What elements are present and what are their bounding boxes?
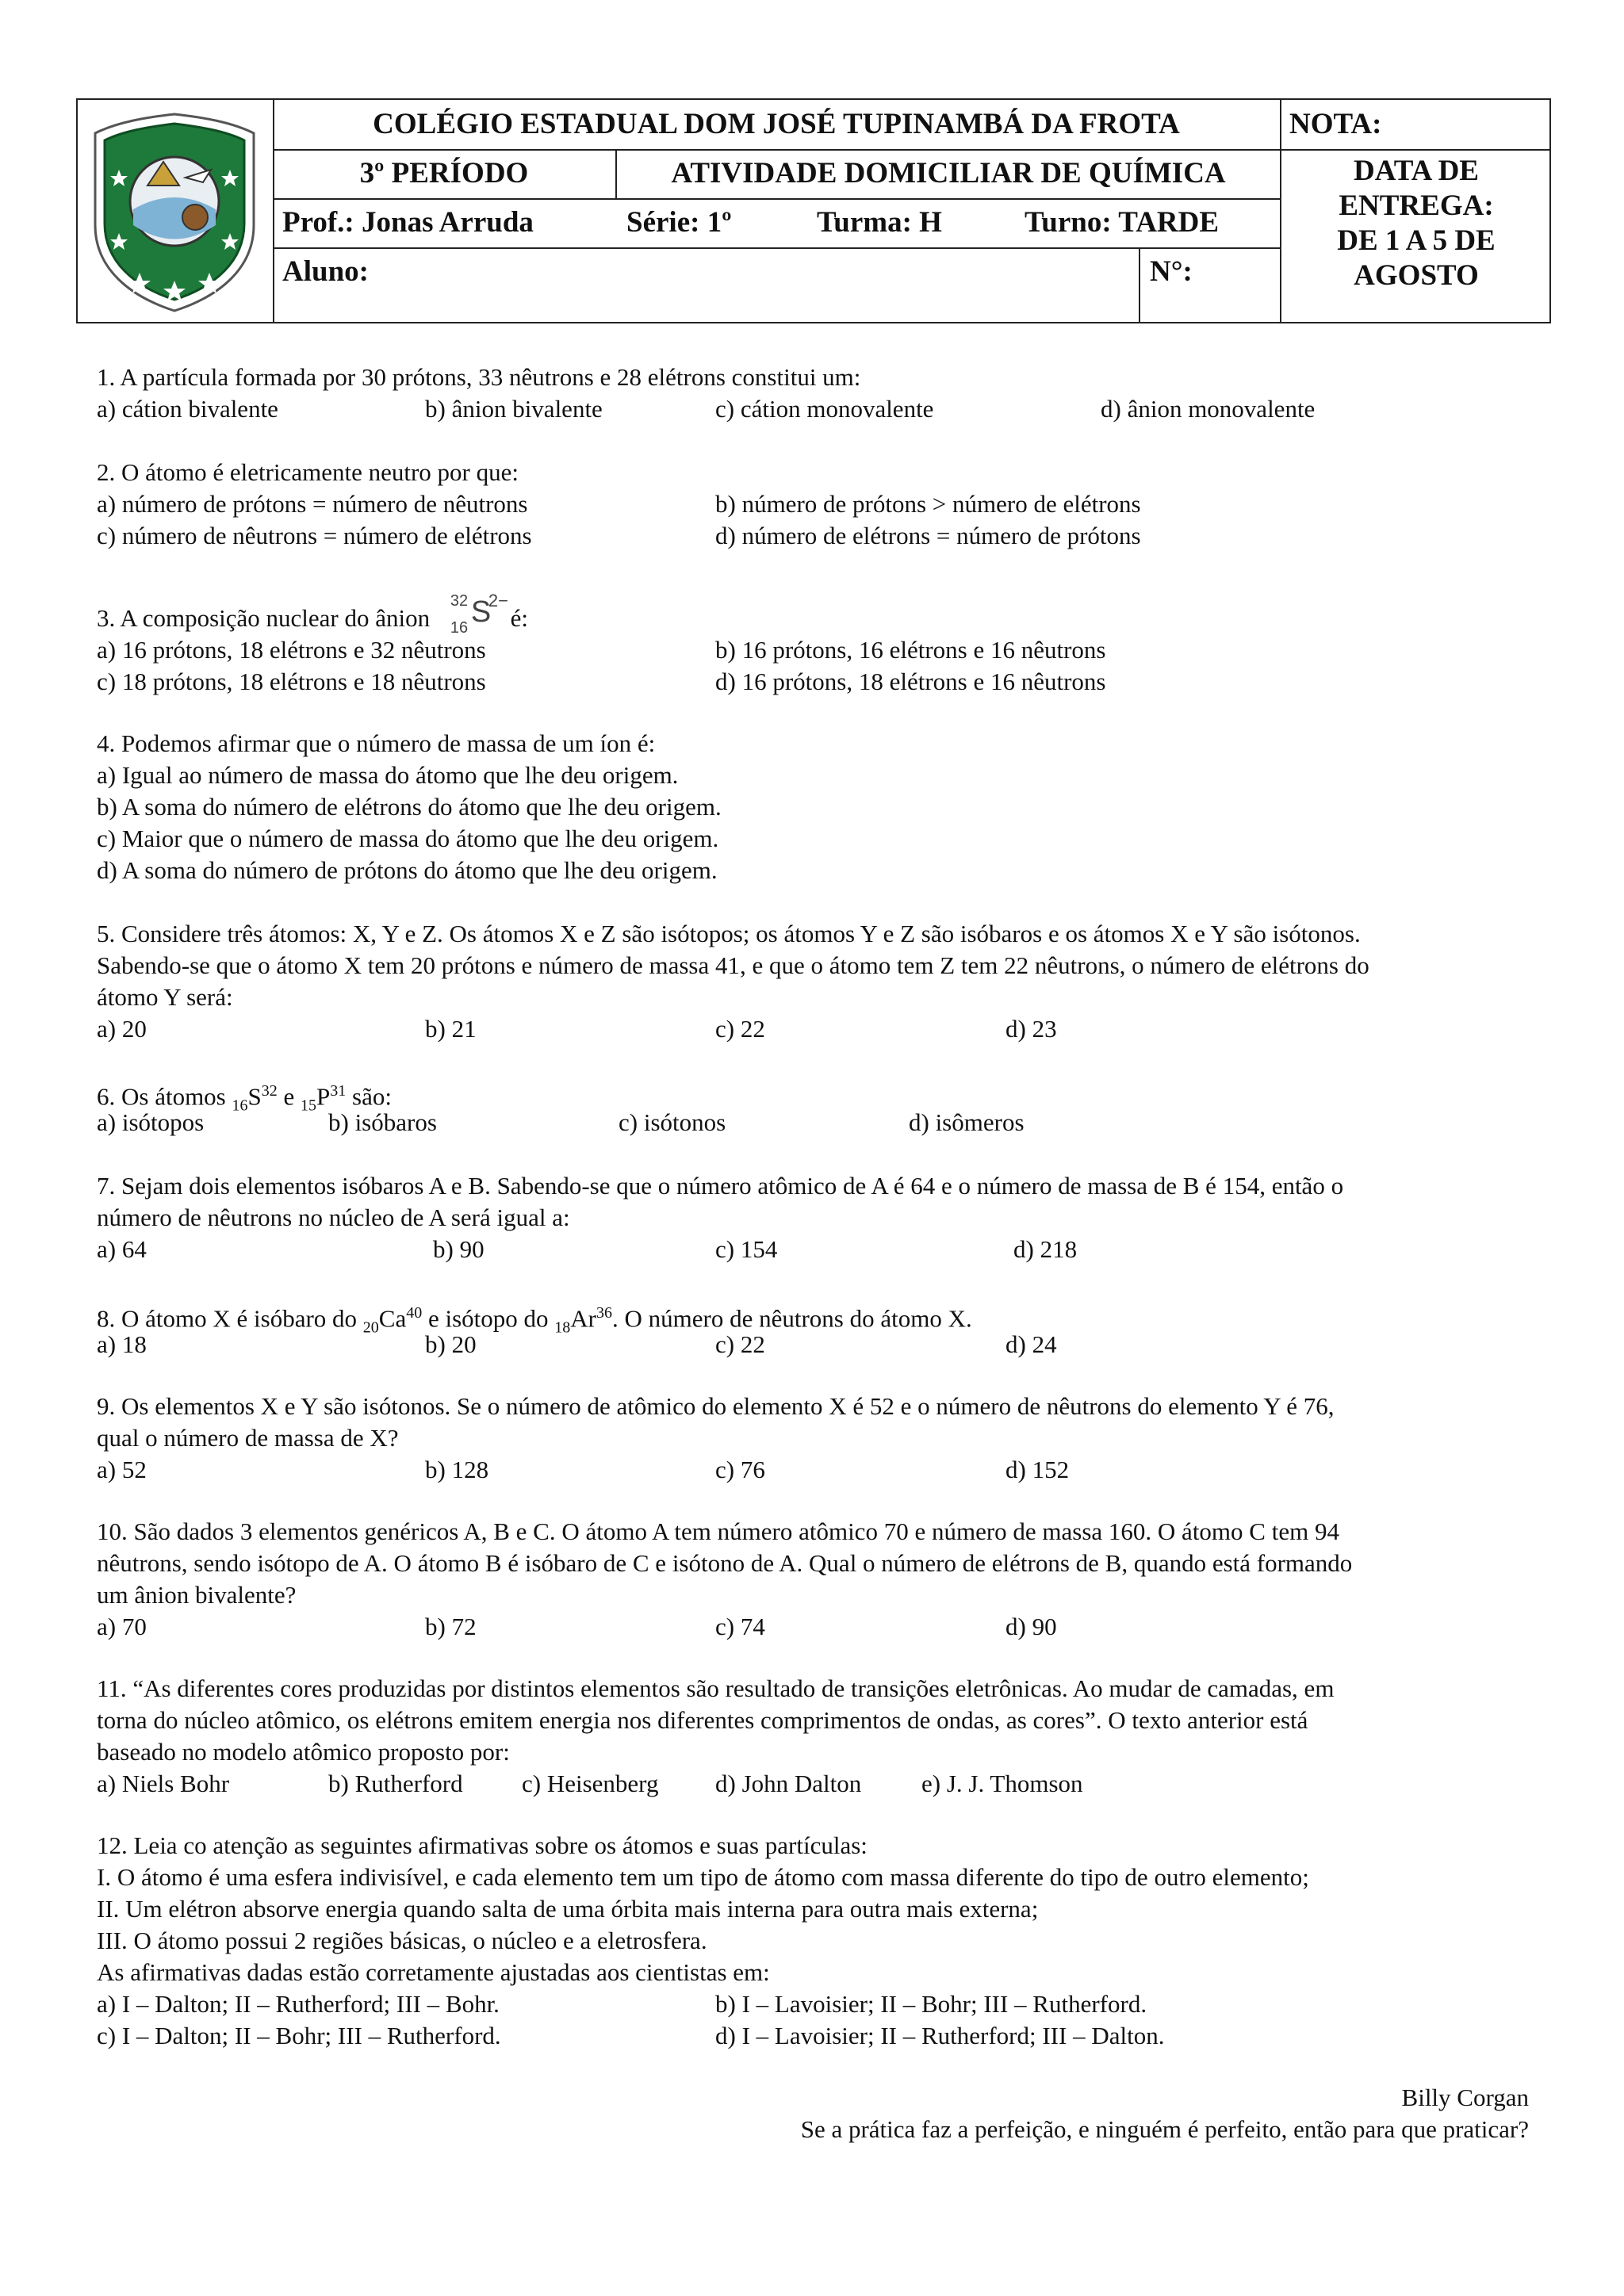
- numero-label: N°:: [1150, 255, 1193, 288]
- q2-option-d[interactable]: d) número de elétrons = número de prótons: [715, 522, 1141, 549]
- q8-ar-mass: 36: [596, 1304, 612, 1322]
- q6-option-d[interactable]: d) isômeros: [909, 1108, 1025, 1136]
- q7-option-c[interactable]: c) 154: [715, 1235, 778, 1263]
- q8-ar-symbol: Ar: [570, 1304, 596, 1333]
- q8-option-b[interactable]: b) 20: [425, 1330, 477, 1358]
- q3-element-symbol: S: [470, 595, 492, 629]
- q9-option-c[interactable]: c) 76: [715, 1456, 765, 1483]
- question-1-text: 1. A partícula formada por 30 prótons, 33 nêutrons e 28 elétrons constitui um:: [97, 363, 861, 391]
- q6-text-part: e: [277, 1082, 301, 1111]
- question-3-text: [97, 591, 528, 637]
- q3-option-d[interactable]: d) 16 prótons, 18 elétrons e 16 nêutrons: [715, 668, 1106, 695]
- q10-option-d[interactable]: d) 90: [1005, 1613, 1057, 1640]
- q8-ar-atomic: 18: [554, 1318, 571, 1337]
- question-2-text: 2. O átomo é eletricamente neutro por que:: [97, 458, 519, 486]
- question-12-line: I. O átomo é uma esfera indivisível, e cada elemento tem um tipo de átomo com massa diferente do tipo de outro elemento;: [97, 1863, 1309, 1891]
- q6-p-symbol: P: [316, 1082, 331, 1111]
- q12-option-a[interactable]: a) I – Dalton; II – Rutherford; III – Bohr.: [97, 1990, 500, 2018]
- q6-option-c[interactable]: c) isótonos: [619, 1108, 726, 1136]
- q8-text-part: 8. O átomo X é isóbaro do: [97, 1304, 363, 1333]
- q11-option-b[interactable]: b) Rutherford: [328, 1770, 463, 1797]
- periodo-label: 3º PERÍODO: [359, 157, 529, 189]
- quote-author: Billy Corgan: [1401, 2084, 1529, 2111]
- q6-s-mass: 32: [261, 1082, 278, 1100]
- q11-option-d[interactable]: d) John Dalton: [715, 1770, 862, 1797]
- question-10-line: 10. São dados 3 elementos genéricos A, B e C. O átomo A tem número atômico 70 e número de massa 160. O átomo C tem 94: [97, 1517, 1339, 1545]
- question-11-line: 11. “As diferentes cores produzidas por distintos elementos são resultado de transições eletrônicas. Ao mudar de camadas, em: [97, 1674, 1335, 1702]
- q8-text-part: . O número de nêutrons do átomo X.: [612, 1304, 972, 1333]
- q11-option-c[interactable]: c) Heisenberg: [522, 1770, 659, 1797]
- q4-option-c[interactable]: c) Maior que o número de massa do átomo que lhe deu origem.: [97, 825, 719, 852]
- nota-label: NOTA:: [1289, 108, 1382, 140]
- school-name: COLÉGIO ESTADUAL DOM JOSÉ TUPINAMBÁ DA FROTA: [373, 108, 1180, 140]
- question-10-line: nêutrons, sendo isótopo de A. O átomo B é isóbaro de C e isótono de A. Qual o número de elétrons de B, quando está formando: [97, 1549, 1353, 1577]
- q8-option-d[interactable]: d) 24: [1005, 1330, 1057, 1358]
- q5-option-b[interactable]: b) 21: [425, 1015, 477, 1043]
- school-crest-logo: [84, 106, 265, 319]
- q2-option-b[interactable]: b) número de prótons > número de elétrons: [715, 490, 1141, 518]
- q8-ca-symbol: Ca: [378, 1304, 407, 1333]
- q10-option-c[interactable]: c) 74: [715, 1613, 765, 1640]
- turno-label: Turno: TARDE: [1025, 206, 1220, 239]
- q3-mass-number: 32: [450, 592, 469, 610]
- data-entrega-line: AGOSTO: [1354, 259, 1479, 292]
- q4-option-a[interactable]: a) Igual ao número de massa do átomo que lhe deu origem.: [97, 761, 679, 789]
- q1-option-b[interactable]: b) ânion bivalente: [425, 395, 603, 423]
- q6-option-a[interactable]: a) isótopos: [97, 1108, 205, 1136]
- q2-option-c[interactable]: c) número de nêutrons = número de elétrons: [97, 522, 532, 549]
- q3-option-a[interactable]: a) 16 prótons, 18 elétrons e 32 nêutrons: [97, 636, 486, 664]
- question-9-line: qual o número de massa de X?: [97, 1424, 399, 1452]
- question-12-line: 12. Leia co atenção as seguintes afirmativas sobre os átomos e suas partículas:: [97, 1831, 868, 1859]
- question-5-line: 5. Considere três átomos: X, Y e Z. Os átomos X e Z são isótopos; os átomos Y e Z são isóbaros e os átomos X e Y são isótonos.: [97, 920, 1361, 947]
- q8-text-part: e isótopo do: [422, 1304, 555, 1333]
- header-table: [76, 98, 1551, 323]
- q1-option-c[interactable]: c) cátion monovalente: [715, 395, 934, 423]
- question-12-line: II. Um elétron absorve energia quando salta de uma órbita mais interna para outra mais externa;: [97, 1895, 1039, 1923]
- data-entrega: [1281, 154, 1551, 293]
- question-11-line: baseado no modelo atômico proposto por:: [97, 1738, 510, 1766]
- aluno-label: Aluno:: [282, 255, 369, 288]
- q3-option-c[interactable]: c) 18 prótons, 18 elétrons e 18 nêutrons: [97, 668, 486, 695]
- q8-ca-atomic: 20: [362, 1318, 379, 1337]
- data-entrega-line: DE 1 A 5 DE: [1337, 224, 1496, 257]
- question-4-text: 4. Podemos afirmar que o número de massa de um íon é:: [97, 729, 656, 757]
- q4-option-d[interactable]: d) A soma do número de prótons do átomo que lhe deu origem.: [97, 856, 718, 884]
- serie-label: Série: 1º: [626, 206, 732, 239]
- q12-option-d[interactable]: d) I – Lavoisier; II – Rutherford; III – Dalton.: [715, 2022, 1165, 2049]
- q6-s-symbol: S: [247, 1082, 262, 1111]
- q8-option-a[interactable]: a) 18: [97, 1330, 147, 1358]
- q3-atomic-number: 16: [450, 619, 469, 637]
- question-9-line: 9. Os elementos X e Y são isótonos. Se o número de atômico do elemento X é 52 e o número de nêutrons do elemento Y é 76,: [97, 1392, 1335, 1420]
- question-7-line: número de nêutrons no núcleo de A será igual a:: [97, 1203, 570, 1231]
- q6-text-part: 6. Os átomos: [97, 1082, 232, 1111]
- quote-text: Se a prática faz a perfeição, e ninguém é perfeito, então para que praticar?: [800, 2115, 1529, 2143]
- q6-s-atomic: 16: [232, 1096, 248, 1115]
- q8-option-c[interactable]: c) 22: [715, 1330, 765, 1358]
- question-10-line: um ânion bivalente?: [97, 1581, 297, 1609]
- q4-option-b[interactable]: b) A soma do número de elétrons do átomo que lhe deu origem.: [97, 793, 722, 821]
- q12-option-b[interactable]: b) I – Lavoisier; II – Bohr; III – Rutherford.: [715, 1990, 1147, 2018]
- question-12-line: As afirmativas dadas estão corretamente ajustadas aos cientistas em:: [97, 1958, 770, 1986]
- q3-option-b[interactable]: b) 16 prótons, 16 elétrons e 16 nêutrons: [715, 636, 1106, 664]
- q7-option-b[interactable]: b) 90: [433, 1235, 485, 1263]
- q11-option-a[interactable]: a) Niels Bohr: [97, 1770, 230, 1797]
- atividade-label: ATIVIDADE DOMICILIAR DE QUÍMICA: [671, 157, 1226, 189]
- q9-option-b[interactable]: b) 128: [425, 1456, 489, 1483]
- q3-text-after: é:: [510, 604, 528, 632]
- prof-label: Prof.: Jonas Arruda: [282, 206, 534, 239]
- q6-text-part: são:: [346, 1082, 392, 1111]
- q12-option-c[interactable]: c) I – Dalton; II – Bohr; III – Rutherford.: [97, 2022, 501, 2049]
- question-5-line: átomo Y será:: [97, 983, 233, 1011]
- q10-option-b[interactable]: b) 72: [425, 1613, 477, 1640]
- q6-p-atomic: 15: [301, 1096, 317, 1115]
- q3-charge: 2−: [488, 591, 508, 610]
- turma-label: Turma: H: [817, 206, 942, 239]
- q1-option-a[interactable]: a) cátion bivalente: [97, 395, 278, 423]
- q5-option-c[interactable]: c) 22: [715, 1015, 765, 1043]
- q5-option-d[interactable]: d) 23: [1005, 1015, 1057, 1043]
- question-8-text: [97, 1297, 972, 1344]
- q7-option-d[interactable]: d) 218: [1013, 1235, 1078, 1263]
- question-12-line: III. O átomo possui 2 regiões básicas, o núcleo e a eletrosfera.: [97, 1927, 707, 1954]
- q8-ca-mass: 40: [406, 1304, 423, 1322]
- q2-option-a[interactable]: a) número de prótons = número de nêutrons: [97, 490, 528, 518]
- question-5-line: Sabendo-se que o átomo X tem 20 prótons e número de massa 41, e que o átomo tem Z tem 22 nêutrons, o número de elétrons do: [97, 951, 1369, 979]
- data-entrega-line: DATA DE: [1354, 155, 1479, 187]
- q10-option-a[interactable]: a) 70: [97, 1613, 147, 1640]
- q5-option-a[interactable]: a) 20: [97, 1015, 147, 1043]
- q3-nuclide-symbol: [436, 591, 508, 637]
- q11-option-e[interactable]: e) J. J. Thomson: [921, 1770, 1083, 1797]
- data-entrega-line: ENTREGA:: [1339, 189, 1494, 222]
- question-7-line: 7. Sejam dois elementos isóbaros A e B. Sabendo-se que o número atômico de A é 64 e o número de massa de B é 154, então o: [97, 1172, 1344, 1200]
- q9-option-a[interactable]: a) 52: [97, 1456, 147, 1483]
- q1-option-d[interactable]: d) ânion monovalente: [1101, 395, 1316, 423]
- question-11-line: torna do núcleo atômico, os elétrons emitem energia nos diferentes comprimentos de ondas, as cores”. O texto anterior está: [97, 1706, 1308, 1734]
- q6-p-mass: 31: [330, 1082, 347, 1100]
- q3-text-before: 3. A composição nuclear do ânion: [97, 604, 431, 632]
- q6-option-b[interactable]: b) isóbaros: [328, 1108, 437, 1136]
- q9-option-d[interactable]: d) 152: [1005, 1456, 1070, 1483]
- q7-option-a[interactable]: a) 64: [97, 1235, 147, 1263]
